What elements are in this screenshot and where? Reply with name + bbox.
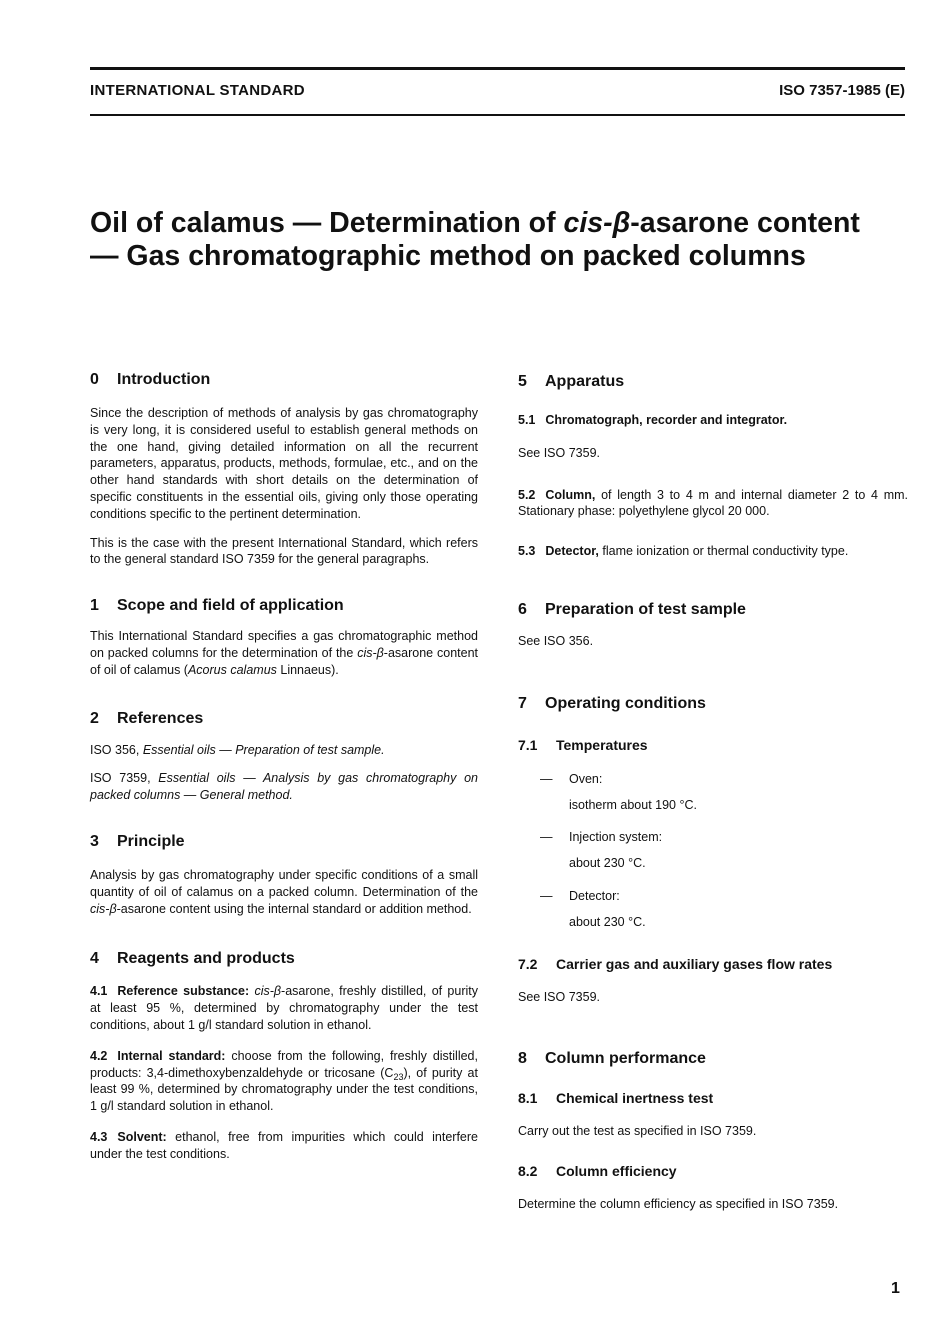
subsection-text: of length 3 to 4 m and internal diameter 2 to 4 mm. Stationary phase: polyethylene glycol 20 000. [518, 487, 908, 519]
section-title: Apparatus [545, 373, 625, 390]
principle-text-2: -asarone content using the internal standard or addition method. [116, 901, 472, 916]
temperature-label: Oven: [569, 771, 603, 786]
subsection-7-2-heading [518, 955, 908, 973]
scope-paragraph [90, 628, 478, 678]
item-4-2 [90, 1048, 478, 1115]
header-rule-bottom [90, 114, 905, 116]
reference-1-title: Essential oils — Preparation of test sample. [142, 742, 385, 757]
temperature-label: Injection system: [569, 830, 663, 845]
scope-text-2: -asarone content of oil of calamus ( [90, 645, 479, 677]
item-text-2: ), of purity at least 99 %, determined by chromatography under the test conditions, 1 g/l standard solution in ethanol. [90, 1065, 478, 1114]
subsection-5-1-heading [518, 412, 908, 429]
subsection-title: Temperatures [556, 736, 648, 753]
title-part-2: -asarone content — Gas chromatographic method on packed columns [90, 207, 860, 272]
reference-2-title: Essential oils — Analysis by gas chromatography on packed columns — General method. [90, 771, 478, 803]
item-text: ethanol, free from impurities which could interfere under the test conditions. [90, 1129, 478, 1161]
item-4-3 [90, 1129, 478, 1163]
page-number: 1 [891, 1280, 900, 1297]
subsection-number: 5.1 [518, 413, 536, 427]
temperature-detector [518, 888, 908, 905]
section-number: 2 [90, 709, 99, 727]
right-column [518, 370, 908, 1213]
item-4-1 [90, 983, 478, 1033]
section-5-heading [518, 372, 908, 392]
temperature-oven [518, 771, 908, 788]
section-4-heading [90, 949, 478, 969]
subsection-5-3 [518, 543, 908, 560]
subsection-title: Chemical inertness test [556, 1090, 714, 1107]
subsection-title: Column efficiency [556, 1163, 677, 1180]
section-number: 3 [90, 832, 99, 850]
subsection-number: 5.2 [518, 487, 536, 502]
document-title [90, 207, 890, 273]
temperature-injection-value: about 230 °C. [569, 856, 646, 871]
item-lead: Solvent: [117, 1129, 167, 1144]
subsection-5-2 [518, 487, 908, 521]
principle-text-1: Analysis by gas chromatography under specific conditions of a small quantity of oil of calamus on a packed column. Determination of the [90, 867, 478, 899]
item-number: 4.2 [90, 1048, 108, 1063]
subsection-8-1-text: Carry out the test as specified in ISO 7359. [518, 1124, 757, 1139]
item-number: 4.3 [90, 1129, 108, 1144]
section-7-heading [518, 694, 908, 714]
section-3-heading [90, 832, 478, 852]
header-rule-top [90, 67, 905, 70]
subsection-7-2-text: See ISO 7359. [518, 989, 601, 1004]
subsection-8-1-heading [518, 1089, 908, 1107]
title-part-1: Oil of calamus — Determination of [90, 207, 564, 239]
section-8-heading [518, 1049, 908, 1069]
section-title: Operating conditions [545, 694, 706, 712]
principle-paragraph [90, 867, 478, 917]
section-number: 8 [518, 1050, 527, 1068]
subsection-text: flame ionization or thermal conductivity type. [598, 544, 849, 559]
section-title: Scope and field of application [117, 597, 344, 615]
subsection-number: 8.2 [518, 1163, 538, 1180]
dash-bullet: — [540, 771, 553, 786]
temperature-label: Detector: [569, 888, 620, 903]
item-number: 4.1 [90, 984, 108, 999]
reference-1-code: ISO 356, [90, 742, 143, 757]
reference-2-code: ISO 7359, [90, 771, 159, 786]
item-lead: Reference substance: [117, 984, 250, 999]
section-number: 0 [90, 371, 99, 388]
subsection-number: 8.1 [518, 1090, 538, 1107]
item-text: -asarone, freshly distilled, of purity at least 95 %, determined by chromatography under the test conditions, about 1 g/l standard solution in ethanol. [90, 984, 478, 1032]
item-lead: Internal standard: [117, 1048, 226, 1063]
intro-paragraph-1: Since the description of methods of analysis by gas chromatography is very long, it is considered useful to establish general methods on the one hand, giving detailed information on all the recurrent parameters, apparatus, products, methods, formulae, etc., and on the other hand standards with short details on the determination of specific constituents in the essential oils, giving only those operating conditions specific to the pertinent determination. [90, 406, 478, 521]
subsection-lead: Detector, [545, 544, 599, 559]
section-6-heading [518, 600, 908, 620]
item-italic: cis-β [254, 984, 282, 999]
scope-italic-2: Acorus calamus [187, 662, 277, 677]
reference-1 [90, 742, 478, 759]
section-title: Introduction [117, 371, 211, 388]
section-number: 6 [518, 600, 527, 618]
temperature-oven-value: isotherm about 190 °C. [569, 797, 697, 812]
subsection-8-2-heading [518, 1162, 908, 1180]
principle-italic: cis-β [90, 901, 117, 916]
section-title: Preparation of test sample [545, 600, 746, 618]
item-subscript: 23 [393, 1071, 404, 1082]
section-title: References [117, 709, 204, 727]
subsection-number: 7.2 [518, 955, 538, 972]
section-title: Principle [117, 832, 185, 850]
section-2-heading [90, 709, 478, 729]
dash-bullet: — [540, 830, 553, 845]
left-column [90, 370, 478, 1163]
section-number: 5 [518, 373, 527, 390]
subsection-5-1-text: See ISO 7359. [518, 445, 601, 460]
section-6-text: See ISO 356. [518, 633, 594, 648]
section-number: 1 [90, 597, 99, 615]
scope-italic-1: cis-β [357, 645, 384, 660]
item-text-1: choose from the following, freshly distilled, products: 3,4-dimethoxybenzaldehyde or tricosane (C [90, 1048, 478, 1080]
section-number: 7 [518, 694, 527, 712]
scope-text-3: Linnaeus). [276, 662, 339, 677]
section-0-heading [90, 370, 478, 390]
subsection-title: Chromatograph, recorder and integrator. [545, 413, 788, 427]
intro-paragraph-2: This is the case with the present International Standard, which refers to the general standard ISO 7359 for the general paragraphs. [90, 535, 478, 567]
temperature-injection [518, 829, 908, 846]
section-number: 4 [90, 950, 99, 968]
dash-bullet: — [540, 888, 553, 903]
subsection-number: 7.1 [518, 736, 538, 753]
header-standard-label: INTERNATIONAL STANDARD [90, 82, 305, 99]
reference-2 [90, 770, 478, 804]
section-1-heading [90, 596, 478, 616]
title-italic: cis-β [563, 207, 631, 239]
subsection-lead: Column, [545, 487, 596, 502]
subsection-8-2-text: Determine the column efficiency as specified in ISO 7359. [518, 1197, 839, 1212]
subsection-7-1-heading [518, 736, 908, 754]
header-standard-number: ISO 7357-1985 (E) [779, 82, 905, 99]
temperature-detector-value: about 230 °C. [569, 914, 646, 929]
subsection-number: 5.3 [518, 544, 536, 559]
subsection-title: Carrier gas and auxiliary gases flow rates [556, 955, 833, 972]
section-title: Column performance [545, 1050, 706, 1068]
section-title: Reagents and products [117, 950, 295, 968]
scope-text-1: This International Standard specifies a gas chromatographic method on packed columns for the determination of the [90, 629, 478, 660]
